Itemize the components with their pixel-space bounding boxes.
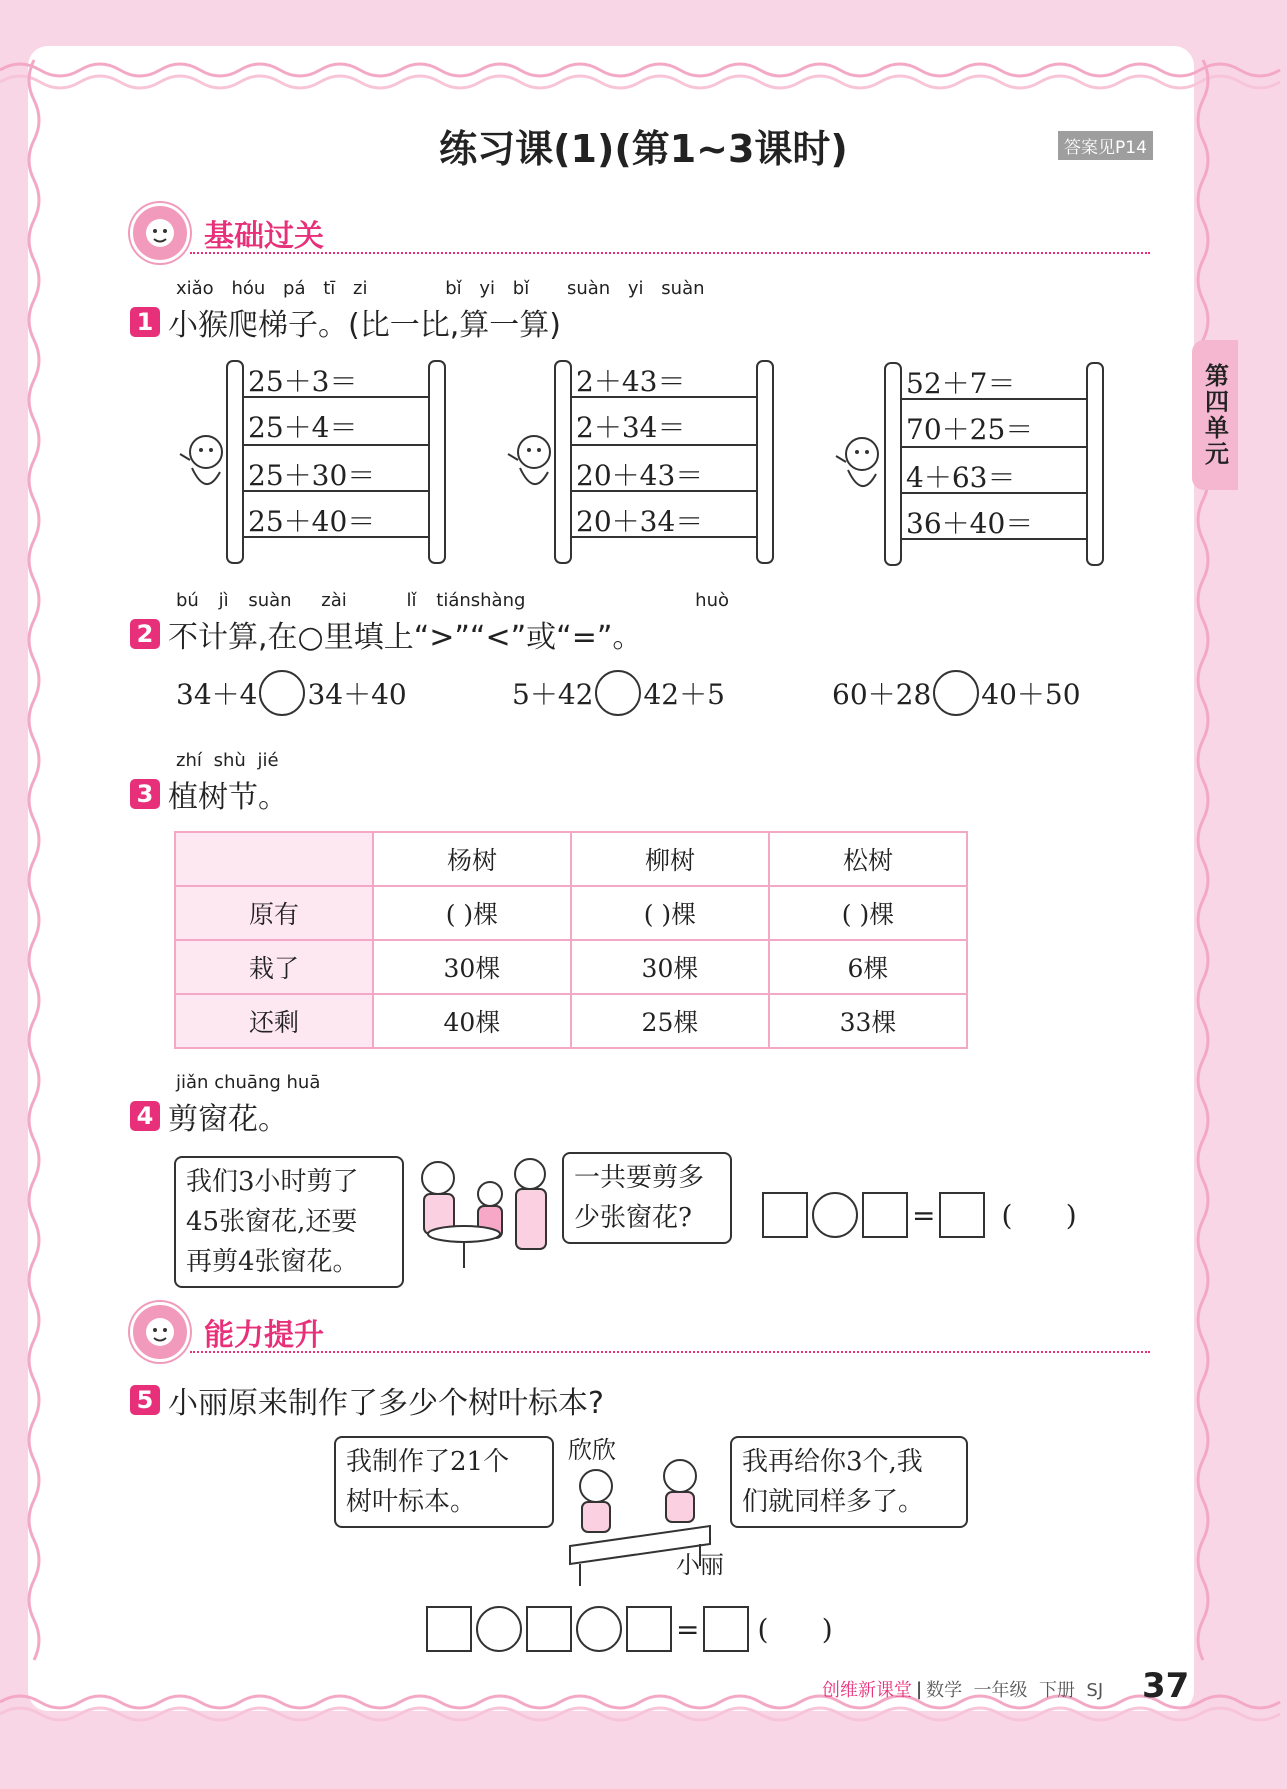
footer-info: 数学 一年级 下册 SJ [926,1680,1104,1701]
table-cell-blank[interactable]: ( )棵 [571,886,769,940]
table-row-label: 栽了 [175,940,373,994]
ladder-2-eq-3: 20＋43＝ [576,459,704,492]
q4-blank-box-2[interactable] [862,1192,908,1238]
q4-bubble-left: 我们3小时剪了 45张窗花,还要 再剪4张窗花。 [174,1156,404,1288]
compare-3-blank-circle[interactable] [933,670,979,716]
unit-side-tab-label: 第四单元 [1200,363,1229,467]
q5-blank-box-1[interactable] [426,1606,472,1652]
table-cell-blank[interactable]: ( )棵 [373,886,571,940]
table-row-label: 还剩 [175,994,373,1048]
ladder-3-eq-1: 52＋7＝ [906,367,1016,400]
table-header-row [175,832,967,886]
compare-2-left: 5＋42 [512,678,594,711]
table-cell: 6棵 [769,940,967,994]
compare-1-left: 34＋4 [176,678,258,711]
table-row [175,994,967,1048]
table-col-header: 柳树 [571,832,769,886]
table-cell: 40棵 [373,994,571,1048]
footer [822,1676,1103,1702]
section-advanced-title: 能力提升 [204,1318,324,1353]
compare-1-right: 34＋40 [307,678,407,711]
section-basic-divider [190,252,1150,254]
q4-blank-circle[interactable] [812,1192,858,1238]
q4-prompt [130,1094,288,1138]
q4-text: 剪窗花。 [168,1102,288,1137]
q2-pinyin: bú jì suàn zài lǐ tiánshàng huò [176,590,729,611]
wavy-border-left [14,0,54,1789]
name-label-xinxin: 欣欣 [568,1436,616,1464]
unit-side-tab [1192,340,1238,490]
ladder-1-eq-2: 25＋4＝ [248,411,358,444]
tree-table [174,831,968,1049]
q4-bubble-right: 一共要剪多 少张窗花? [562,1152,732,1244]
q4-pinyin: jiǎn chuāng huā [176,1072,321,1093]
q1-text: 小猴爬梯子。(比一比,算一算) [168,308,561,343]
table-cell: 33棵 [769,994,967,1048]
table-row [175,940,967,994]
q5-unit-blank[interactable]: ( ) [757,1612,833,1646]
table-cell: 30棵 [571,940,769,994]
q4-blank-box-result[interactable] [939,1192,985,1238]
q5-blank-circle-2[interactable] [576,1606,622,1652]
compare-2-blank-circle[interactable] [595,670,641,716]
q3-number-badge: 3 [130,779,160,809]
ladder-2-eq-2: 2＋34＝ [576,411,686,444]
q1-prompt [130,300,561,344]
q2-prompt [130,612,642,656]
q2-text: 不计算,在○里填上“>”“<”或“=”。 [168,620,643,655]
q3-pinyin: zhí shù jié [176,750,279,771]
table-cell: 25棵 [571,994,769,1048]
q5-number-badge: 5 [130,1385,160,1415]
table-cell-blank[interactable]: ( )棵 [769,886,967,940]
monkey-climber-3-icon [828,432,888,512]
q4-unit-blank[interactable]: ( ) [1001,1198,1077,1232]
footer-brand: 创维新课堂 [822,1680,912,1701]
monkey-climber-1-icon [172,430,232,510]
page-title: 练习课(1)(第1~3课时) [439,127,848,171]
q5-bubble-left: 我制作了21个 树叶标本。 [334,1436,554,1528]
answer-reference: 答案见P14 [1058,131,1153,160]
q3-prompt [130,772,288,816]
q5-blank-box-2[interactable] [526,1606,572,1652]
section-advanced-divider [190,1351,1150,1353]
q3-text: 植树节。 [168,780,288,815]
q1-pinyin: xiǎo hóu pá tī zi bǐ yi bǐ suàn yi suàn [176,278,705,299]
ladder-3-eq-4: 36＋40＝ [906,507,1034,540]
q5-bubble-right: 我再给你3个,我 们就同样多了。 [730,1436,968,1528]
q4-blank-box-1[interactable] [762,1192,808,1238]
q5-answer-equation [426,1606,833,1652]
monkey-icon [130,1302,190,1362]
q4-number-badge: 4 [130,1101,160,1131]
name-label-xiaoli: 小丽 [676,1551,724,1579]
ladder-2 [550,360,810,560]
table-row-label: 原有 [175,886,373,940]
compare-2-right: 42＋5 [643,678,725,711]
compare-item-2 [512,670,725,716]
q5-equals-sign: = [676,1612,700,1646]
compare-3-left: 60＋28 [832,678,932,711]
table-col-header: 杨树 [373,832,571,886]
q4-answer-equation [762,1192,1077,1238]
page-number: 37 [1142,1666,1190,1706]
q5-prompt [130,1378,604,1422]
monkey-icon [130,203,190,263]
wavy-border-top [0,40,1287,100]
q4-equals-sign: = [912,1198,936,1232]
ladder-1-eq-4: 25＋40＝ [248,505,376,538]
ladder-1 [222,360,482,560]
compare-item-3 [832,670,1081,716]
q5-text: 小丽原来制作了多少个树叶标本? [168,1386,604,1421]
ladder-2-eq-1: 2＋43＝ [576,365,686,398]
grandparents-cutting-illustration [408,1150,558,1270]
ladder-3 [880,362,1140,562]
section-advanced-header [130,1302,324,1362]
section-basic-header [130,203,324,263]
footer-separator: | [916,1678,923,1700]
compare-1-blank-circle[interactable] [259,670,305,716]
q5-blank-box-result[interactable] [703,1606,749,1652]
monkey-climber-2-icon [500,430,560,510]
wavy-border-right [1183,0,1223,1789]
q5-blank-box-3[interactable] [626,1606,672,1652]
ladder-1-eq-1: 25＋3＝ [248,365,358,398]
ladder-3-eq-3: 4＋63＝ [906,461,1016,494]
compare-item-1 [176,670,407,716]
ladder-1-eq-3: 25＋30＝ [248,459,376,492]
ladder-3-eq-2: 70＋25＝ [906,413,1034,446]
table-cell: 30棵 [373,940,571,994]
table-corner-cell [175,832,373,886]
table-row [175,886,967,940]
compare-3-right: 40＋50 [981,678,1081,711]
q1-number-badge: 1 [130,307,160,337]
q2-number-badge: 2 [130,619,160,649]
section-basic-title: 基础过关 [204,219,324,254]
table-col-header: 松树 [769,832,967,886]
ladder-2-eq-4: 20＋34＝ [576,505,704,538]
q5-blank-circle-1[interactable] [476,1606,522,1652]
